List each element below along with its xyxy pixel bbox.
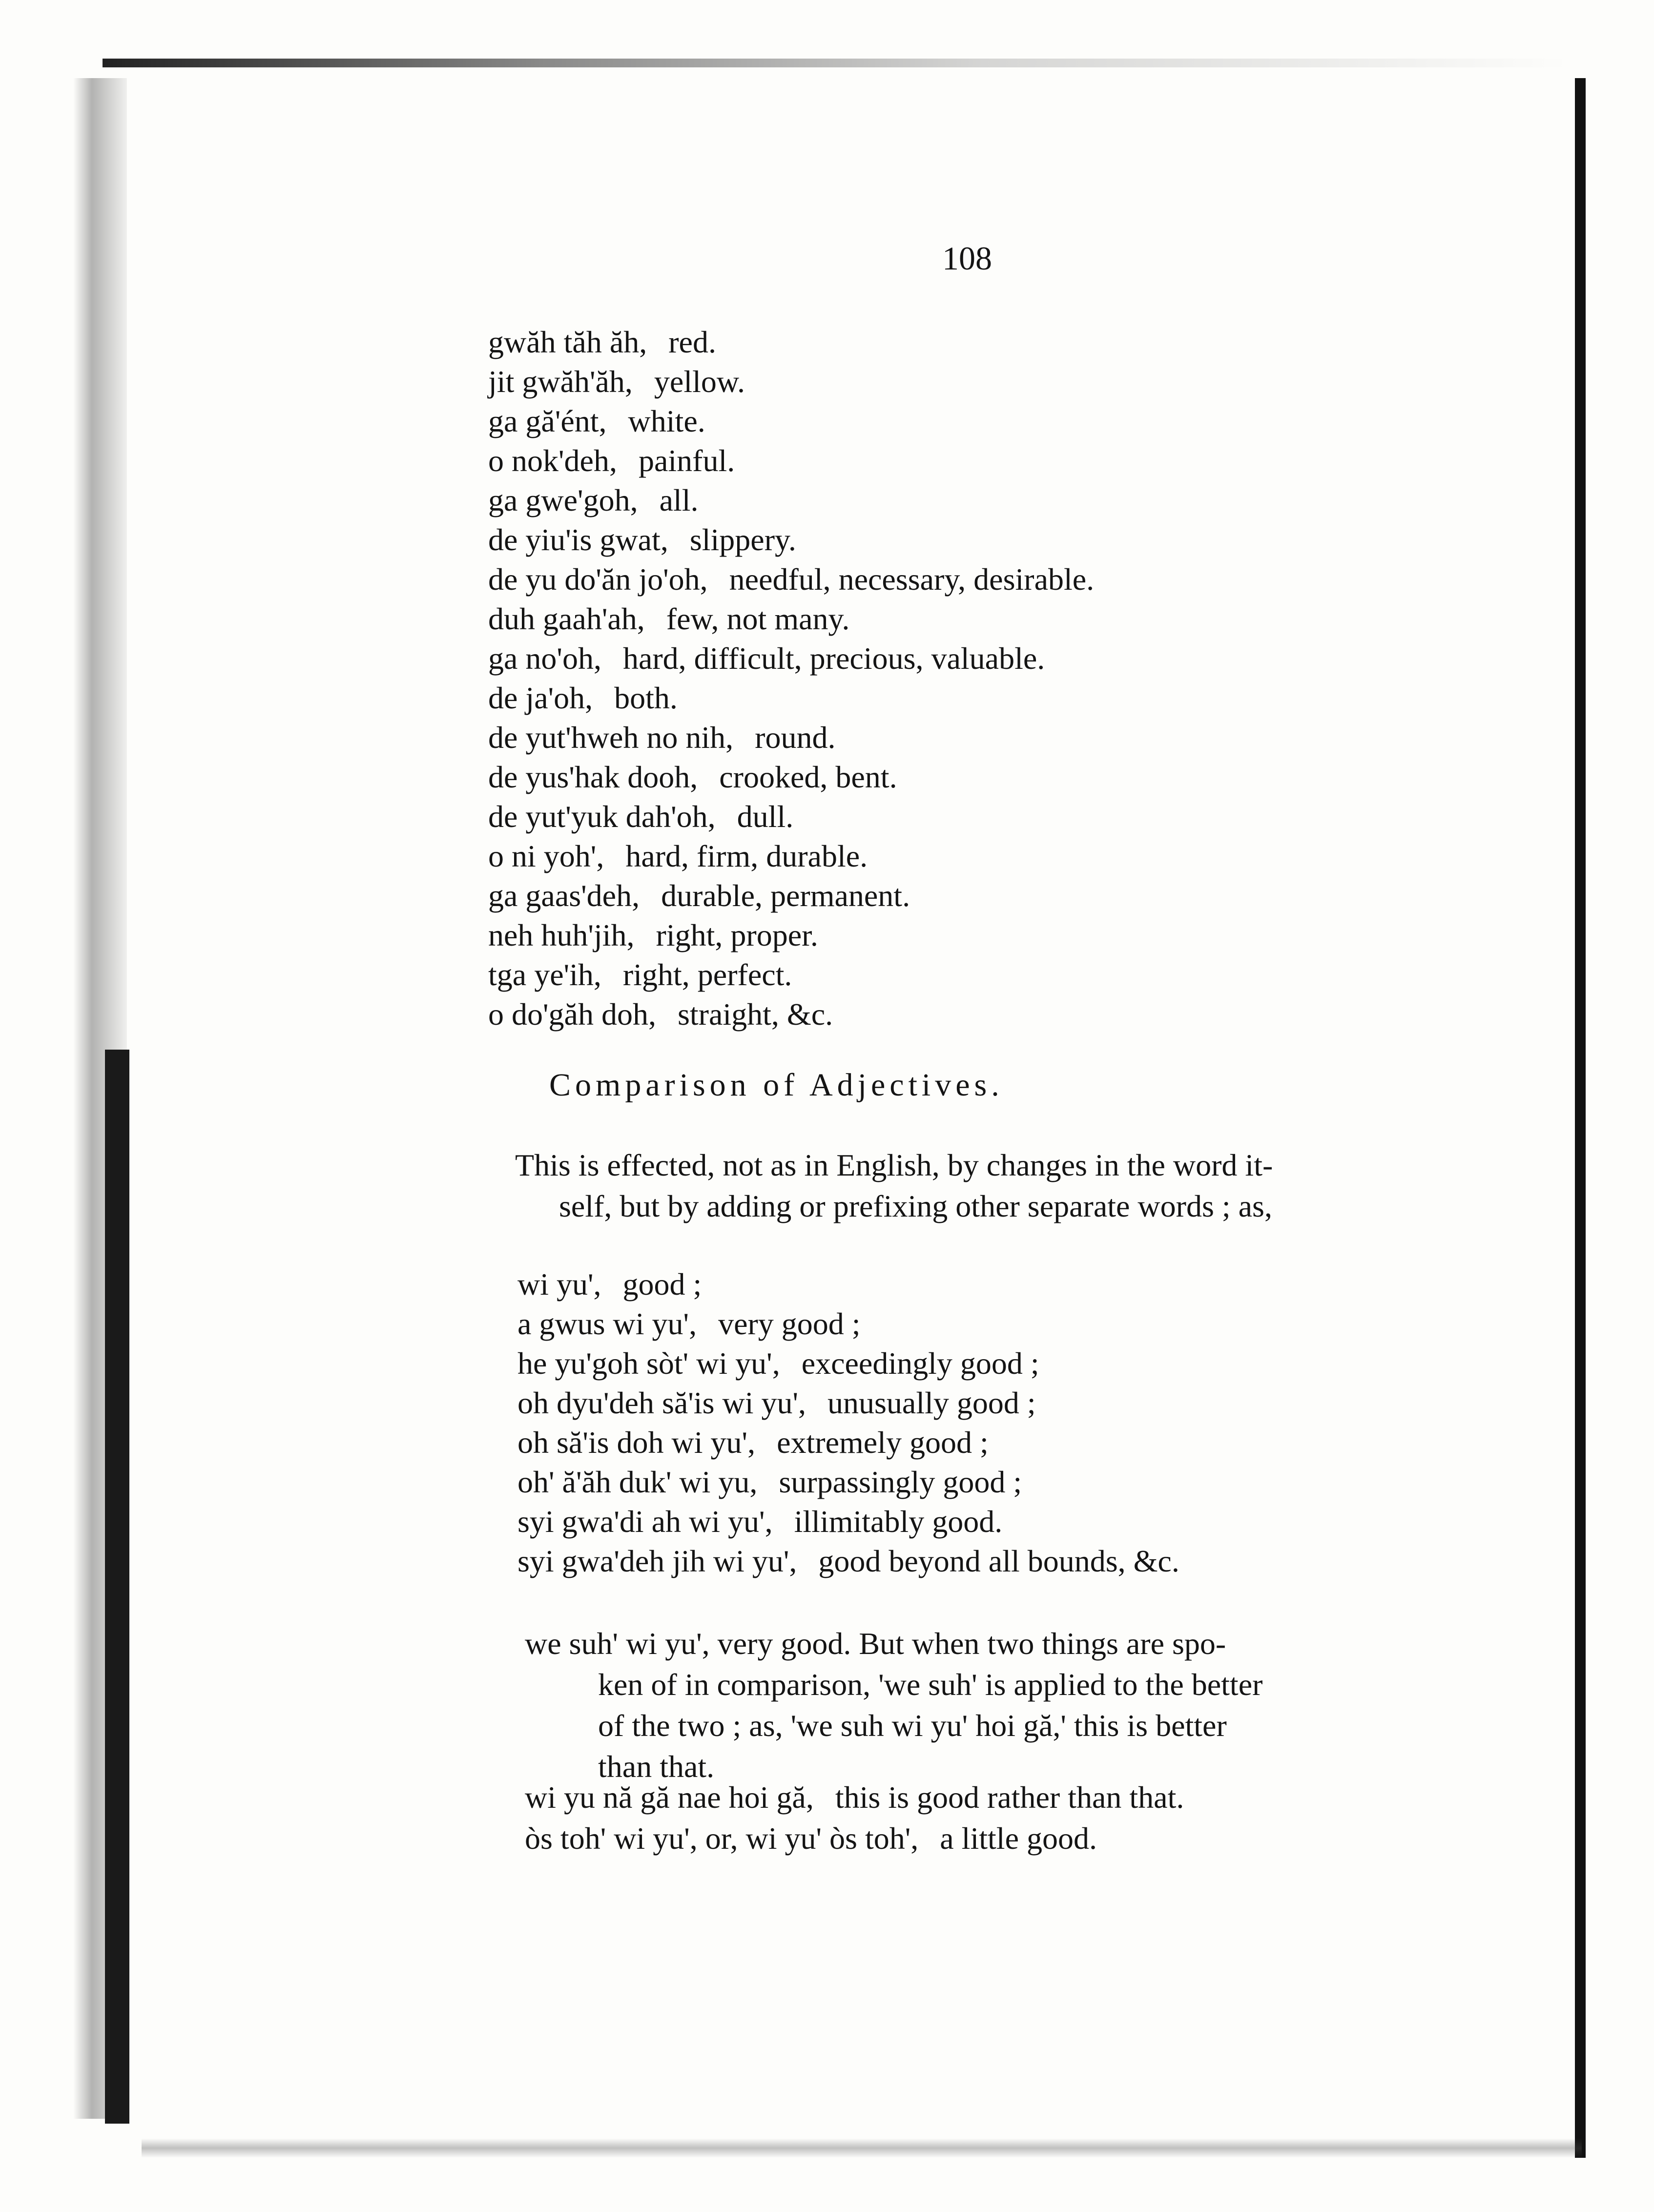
scan-edge-top [103,59,1567,67]
example-term: syi gwa'di ah wi yu', [517,1504,773,1539]
section-heading: Comparison of Adjectives. [549,1067,1004,1103]
example-term: oh dyu'deh să'is wi yu', [517,1385,806,1420]
closing-term: òs toh' wi yu', or, wi yu' òs toh', [525,1821,919,1856]
closing-entry [525,1777,1184,1818]
example-term: wi yu', [517,1267,601,1302]
vocab-entry [488,994,1513,1034]
closing-gloss: a little good. [940,1821,1097,1856]
example-gloss: exceedingly good ; [801,1346,1039,1381]
vocab-entry [488,678,1513,718]
example-term: oh să'is doh wi yu', [517,1425,756,1460]
closing-gloss: this is good rather than that. [835,1780,1184,1815]
vocab-entry [488,362,1513,401]
example-term: he yu'goh sòt' wi yu', [517,1346,780,1381]
vocab-term: de yus'hak dooh, [488,760,698,794]
intro-paragraph [515,1145,1516,1227]
scan-edge-bottom [142,2138,1582,2158]
vocab-gloss: right, proper. [656,918,818,952]
comparison-examples [517,1264,1179,1581]
vocab-gloss: dull. [737,799,794,834]
vocab-gloss: white. [628,404,705,438]
example-entry [517,1502,1179,1541]
vocab-term: ga gă'ént, [488,404,607,438]
vocab-gloss: painful. [638,443,735,478]
vocab-gloss: yellow. [654,364,745,399]
vocab-term: de yut'yuk dah'oh, [488,799,716,834]
scan-binding-shadow [105,1050,129,2124]
vocab-entry [488,441,1513,480]
vocab-entry [488,915,1513,955]
closing-examples [525,1777,1184,1859]
example-entry [517,1462,1179,1502]
vocab-term: de yu do'ăn jo'oh, [488,562,708,597]
example-gloss: surpassingly good ; [779,1465,1022,1499]
example-gloss: illimitably good. [794,1504,1003,1539]
example-gloss: good beyond all bounds, &c. [818,1544,1179,1578]
example-entry [517,1264,1179,1304]
note-line: we suh' wi yu', very good. But when two things are spo- [525,1626,1226,1661]
example-term: syi gwa'deh jih wi yu', [517,1544,797,1578]
vocab-term: o do'găh doh, [488,997,656,1032]
vocab-gloss: hard, firm, durable. [625,839,868,873]
vocab-term: tga ye'ih, [488,957,601,992]
vocab-term: ga gwe'goh, [488,483,638,517]
example-entry [517,1344,1179,1383]
intro-line: self, but by adding or prefixing other separate words ; as, [559,1189,1272,1223]
vocab-term: gwăh tăh ăh, [488,325,647,359]
vocab-term: de yut'hweh no nih, [488,720,734,755]
vocab-term: o nok'deh, [488,443,617,478]
vocab-gloss: straight, &c. [677,997,833,1032]
vocab-entry [488,599,1513,639]
vocab-entry [488,836,1513,876]
vocab-gloss: round. [755,720,836,755]
vocab-term: neh huh'jih, [488,918,635,952]
example-gloss: unusually good ; [827,1385,1036,1420]
vocab-entry [488,955,1513,994]
note-line: ken of in comparison, 'we suh' is applied to the better [598,1667,1263,1702]
vocab-gloss: hard, difficult, precious, valuable. [622,641,1045,676]
example-entry [517,1423,1179,1462]
vocab-entry [488,797,1513,836]
example-entry [517,1383,1179,1423]
example-entry [517,1304,1179,1344]
vocab-term: ga no'oh, [488,641,601,676]
example-gloss: very good ; [718,1306,861,1341]
vocab-entry [488,322,1513,362]
vocab-term: ga gaas'deh, [488,878,640,913]
scan-edge-right [1575,78,1586,2158]
vocab-gloss: both. [614,681,678,715]
page-number: 108 [942,240,992,277]
vocab-entry [488,718,1513,757]
vocab-gloss: red. [668,325,716,359]
vocabulary-list [488,322,1513,1034]
vocab-entry [488,876,1513,915]
example-entry [517,1541,1179,1581]
vocab-gloss: few, not many. [666,601,850,636]
intro-line: This is effected, not as in English, by changes in the word it- [515,1148,1273,1182]
vocab-term: de ja'oh, [488,681,593,715]
example-term: a gwus wi yu', [517,1306,697,1341]
closing-entry [525,1818,1184,1859]
example-term: oh' ă'ăh duk' wi yu, [517,1465,758,1499]
vocab-term: jit gwăh'ăh, [488,364,633,399]
vocab-entry [488,757,1513,797]
vocab-term: duh gaah'ah, [488,601,645,636]
vocab-gloss: all. [659,483,699,517]
comparison-note [525,1623,1501,1787]
vocab-term: de yiu'is gwat, [488,522,668,557]
vocab-entry [488,639,1513,678]
note-line: of the two ; as, 'we suh wi yu' hoi gă,' this is better [598,1708,1227,1743]
vocab-term: o ni yoh', [488,839,604,873]
vocab-gloss: crooked, bent. [719,760,897,794]
vocab-entry [488,559,1513,599]
vocab-gloss: right, perfect. [622,957,792,992]
example-gloss: extremely good ; [777,1425,989,1460]
example-gloss: good ; [622,1267,702,1302]
closing-term: wi yu nă gă nae hoi gă, [525,1780,814,1815]
note-line: than that. [598,1749,715,1784]
vocab-entry [488,480,1513,520]
vocab-gloss: durable, permanent. [661,878,910,913]
vocab-gloss: needful, necessary, desirable. [729,562,1095,597]
vocab-entry [488,520,1513,559]
vocab-gloss: slippery. [689,522,796,557]
vocab-entry [488,401,1513,441]
